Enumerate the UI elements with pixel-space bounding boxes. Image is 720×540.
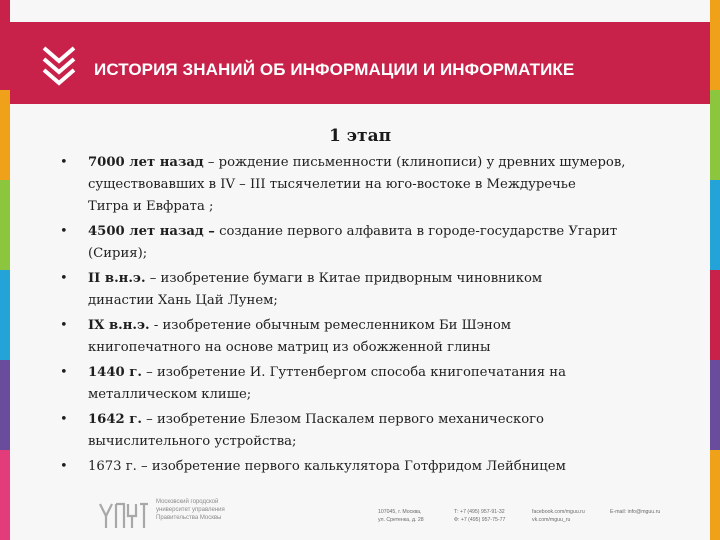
facebook-link[interactable]: facebook.com/mguu.ru — [532, 509, 585, 515]
list-item: • 1673 г. – изобретение первого калькулятора Готфридом Лейбницем — [60, 456, 700, 478]
bullet-icon: • — [60, 318, 68, 333]
list-item: • II в.н.э. – изобретение бумаги в Китае придворным чиновником династии Хань Цай Лунем; — [60, 268, 700, 312]
left-color-edge — [0, 0, 10, 540]
timeline-list — [60, 152, 700, 481]
list-item: • 7000 лет назад – рождение письменности (клинописи) у древних шумеров, существовавших в IV – III тысячелетии на юго-востоке в Междуречье Тигра и Евфрата ; — [60, 152, 700, 218]
footer-address: 107045, г. Москва, ул. Сретенка, д. 28 — [378, 509, 424, 523]
page-title: ИСТОРИЯ ЗНАНИЙ ОБ ИНФОРМАЦИИ И ИНФОРМАТИКЕ — [94, 60, 575, 79]
list-item: • 1642 г. – изобретение Блезом Паскалем первого механического вычислительного устройства; — [60, 409, 700, 453]
vk-link[interactable]: vk.com/mguu_ru — [532, 517, 571, 523]
bullet-icon: • — [60, 459, 68, 474]
bullet-icon: • — [60, 412, 68, 427]
footer-phones: Т: +7 (495) 957-91-32 Ф: +7 (495) 957-75-77 — [454, 509, 506, 523]
bullet-icon: • — [60, 155, 68, 170]
bullet-icon: • — [60, 365, 68, 380]
right-color-edge — [710, 0, 720, 540]
header-banner — [10, 22, 710, 104]
list-item: • IX в.н.э. - изобретение обычным ремесленником Би Шэном книгопечатного на основе матриц из обожженной глины — [60, 315, 700, 359]
bullet-icon: • — [60, 224, 68, 239]
footer — [10, 492, 710, 540]
footer-email[interactable]: E-mail: info@mguu.ru — [610, 509, 661, 515]
list-item: • 4500 лет назад – создание первого алфавита в городе-государстве Угарит (Сирия); — [60, 221, 700, 265]
university-logo-icon — [98, 500, 150, 530]
slide — [10, 0, 710, 540]
university-name: Московский городской университет управления Правительства Москвы — [156, 499, 225, 521]
bullet-icon: • — [60, 271, 68, 286]
stage-heading: 1 этап — [328, 126, 392, 146]
chevron-down-double-icon — [40, 44, 78, 88]
list-item: • 1440 г. – изобретение И. Гуттенбергом способа книгопечатания на металлическом клише; — [60, 362, 700, 406]
footer-social-links[interactable] — [532, 508, 585, 524]
